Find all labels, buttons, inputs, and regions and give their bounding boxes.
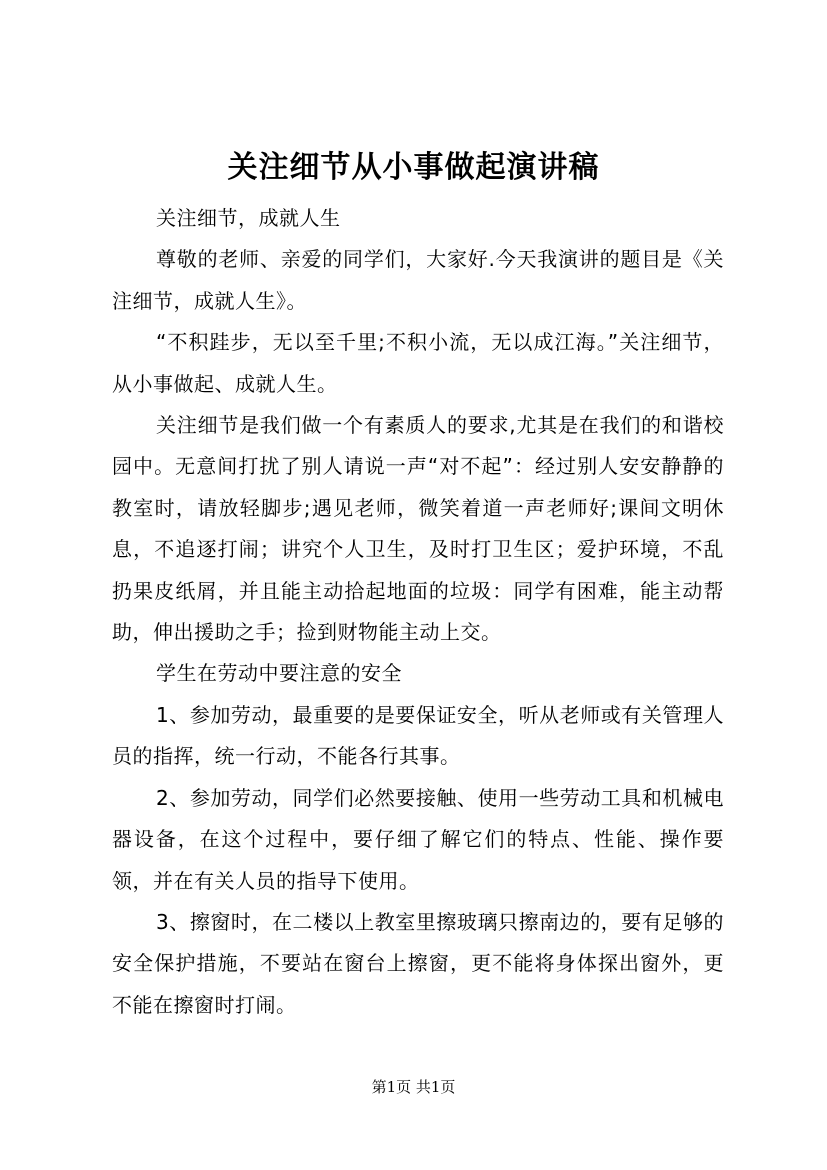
paragraph-safety-2: 2、参加劳动，同学们必然要接触、使用一些劳动工具和机械电器设备，在这个过程中，要仔细了解它们的特点、性能、操作要领，并在有关人员的指导下使用。 xyxy=(112,785,724,893)
paragraph-greeting: 尊敬的老师、亲爱的同学们，大家好.今天我演讲的题目是《关注细节，成就人生》。 xyxy=(112,247,724,313)
paragraph-details: 关注细节是我们做一个有素质人的要求,尤其是在我们的和谐校园中。无意间打扰了别人请说一声“对不起”：经过别人安安静静的教室时，请放轻脚步;遇见老师，微笑着道一声老师好;课间文明休息，不追逐打闹；讲究个人卫生，及时打卫生区；爱护环境，不乱扔果皮纸屑，并且能主动拾起地面的垃圾：同学有困难，能主动帮助，伸出援助之手；捡到财物能主动上交。 xyxy=(112,413,724,645)
document-body xyxy=(112,198,724,1026)
paragraph-safety-1: 1、参加劳动，最重要的是要保证安全，听从老师或有关管理人员的指挥，统一行动，不能各行其事。 xyxy=(112,702,724,769)
document-title: 关注细节从小事做起演讲稿 xyxy=(227,150,600,185)
paragraph-safety-3: 3、擦窗时，在二楼以上教室里擦玻璃只擦南边的，要有足够的安全保护措施，不要站在窗台上擦窗，更不能将身体探出窗外，更不能在擦窗时打闹。 xyxy=(112,909,724,1017)
paragraph-quote: “不积跬步，无以至千里;不积小流，无以成江海。”关注细节，从小事做起、成就人生。 xyxy=(112,330,724,396)
paragraph-safety-heading: 学生在劳动中要注意的安全 xyxy=(156,661,402,686)
paragraph-subtitle: 关注细节，成就人生 xyxy=(156,206,341,230)
page-footer: 第1页 共1页 xyxy=(371,1078,456,1096)
